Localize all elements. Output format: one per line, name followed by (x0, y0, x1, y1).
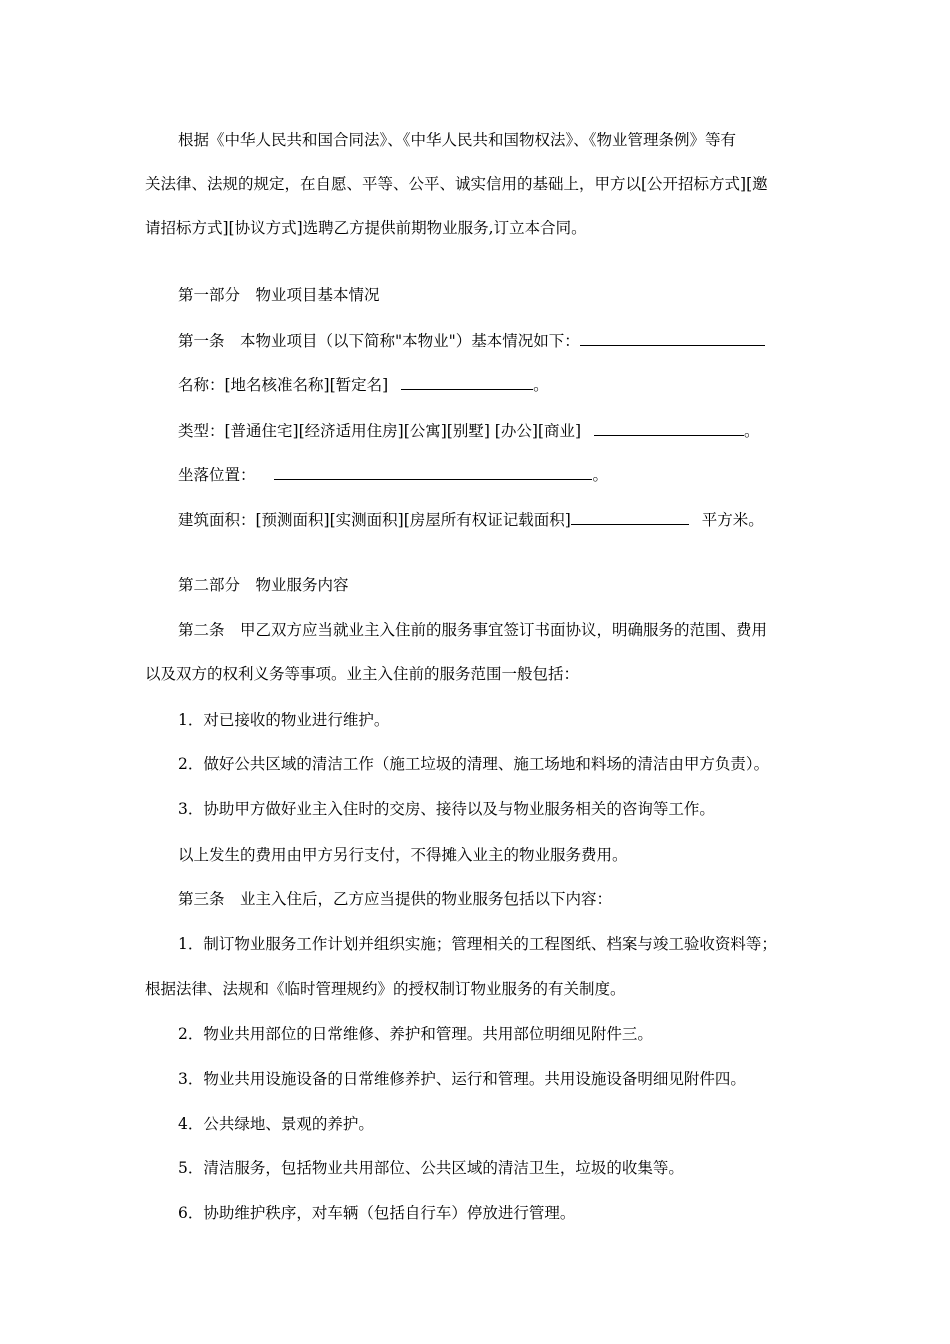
article-3-item-1-line-2: 根据法律、法规和《临时管理规约》的授权制订物业服务的有关制度。 (145, 980, 626, 998)
article-3-item-5: 5．清洁服务，包括物业共用部位、公共区域的清洁卫生，垃圾的收集等。 (178, 1159, 684, 1177)
blank-line (580, 330, 765, 346)
article-3-item-1-line-1: 1．制订物业服务工作计划并组织实施；管理相关的工程图纸、档案与竣工验收资料等； (178, 935, 777, 953)
project-area-label: 建筑面积：[预测面积][实测面积][房屋所有权证记载面积] (178, 511, 571, 529)
intro-line-1: 根据《中华人民共和国合同法》、《中华人民共和国物权法》、《物业管理条例》等有 (178, 131, 737, 149)
blank-line (274, 464, 592, 480)
project-name-label: 名称：[地名核准名称][暂定名] (178, 376, 389, 394)
end-mark: 。 (533, 376, 549, 394)
project-type-label: 类型：[普通住宅][经济适用住房][公寓][别墅] [办公][商业] (178, 422, 581, 440)
project-name-row (178, 374, 549, 395)
blank-line (594, 420, 744, 436)
article-3: 第三条 业主入住后，乙方应当提供的物业服务包括以下内容： (178, 890, 613, 908)
fee-note: 以上发生的费用由甲方另行支付，不得摊入业主的物业服务费用。 (178, 846, 628, 864)
article-3-item-4: 4．公共绿地、景观的养护。 (178, 1115, 374, 1133)
end-mark: 。 (592, 466, 608, 484)
project-location-label: 坐落位置： (178, 466, 256, 484)
project-type-row (178, 420, 759, 441)
article-2-item-2: 2．做好公共区域的清洁工作（施工垃圾的清理、施工场地和料场的清洁由甲方负责）。 (178, 755, 770, 773)
end-mark: 。 (743, 422, 760, 440)
intro-line-3: 请招标方式][协议方式]选聘乙方提供前期物业服务,订立本合同。 (145, 219, 587, 237)
intro-line-2: 关法律、法规的规定，在自愿、平等、公平、诚实信用的基础上，甲方以[公开招标方式][邀 (145, 175, 768, 193)
article-2-line-1: 第二条 甲乙双方应当就业主入住前的服务事宜签订书面协议，明确服务的范围、费用 (178, 621, 768, 639)
blank-line (401, 374, 533, 390)
article-1 (178, 330, 765, 351)
article-2-item-1: 1．对已接收的物业进行维护。 (178, 711, 390, 729)
blank-line (571, 509, 689, 525)
part1-heading: 第一部分 物业项目基本情况 (178, 286, 380, 304)
area-unit: 平方米。 (701, 511, 764, 529)
article-2-item-3: 3．协助甲方做好业主入住时的交房、接待以及与物业服务相关的咨询等工作。 (178, 800, 715, 818)
article-3-item-6: 6．协助维护秩序，对车辆（包括自行车）停放进行管理。 (178, 1204, 576, 1222)
project-location-row (178, 464, 608, 485)
article-1-text: 第一条 本物业项目（以下简称"本物业"）基本情况如下： (178, 332, 580, 350)
article-2-line-2: 以及双方的权利义务等事项。业主入住前的服务范围一般包括： (145, 665, 580, 683)
part2-heading: 第二部分 物业服务内容 (178, 576, 349, 594)
article-3-item-3: 3．物业共用设施设备的日常维修养护、运行和管理。共用设施设备明细见附件四。 (178, 1070, 746, 1088)
project-area-row (178, 509, 764, 530)
article-3-item-2: 2．物业共用部位的日常维修、养护和管理。共用部位明细见附件三。 (178, 1025, 653, 1043)
